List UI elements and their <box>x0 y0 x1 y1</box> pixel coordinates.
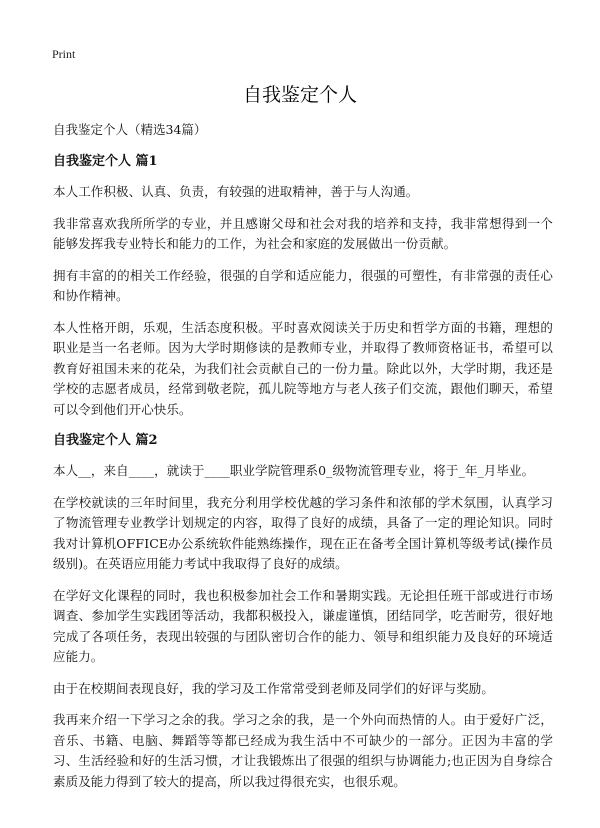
print-link[interactable]: Print <box>52 47 76 61</box>
paragraph: 本人性格开朗，乐观，生活态度积极。平时喜欢阅读关于历史和哲学方面的书籍，理想的职业是当一名老师。因为大学时期修读的是教师专业，并取得了教师资格证书，希望可以教育好祖国未来的花朵，为我们社会贡献自己的一份力量。除此以外，大学时期，我还是学校的志愿者成员，经常到敬老院，孤儿院等地方与老人孩子们交流，跟他们聊天，希望可以令到他们开心快乐。 <box>53 319 553 417</box>
section-heading: 自我鉴定个人 篇2 <box>53 433 158 448</box>
document-subtitle: 自我鉴定个人（精选34篇） <box>53 122 207 137</box>
paragraph: 本人工作积极、认真、负责，有较强的进取精神，善于与人沟通。 <box>53 184 419 199</box>
page-title: 自我鉴定个人 <box>242 84 357 106</box>
paragraph: 我非常喜欢我所所学的专业，并且感谢父母和社会对我的培养和支持，我非常想得到一个能够发挥我专业特长和能力的工作，为社会和家庭的发展做出一份贡献。 <box>53 215 553 251</box>
paragraph: 拥有丰富的的相关工作经验，很强的自学和适应能力，很强的可塑性，有非常强的责任心和协作精神。 <box>53 267 553 303</box>
section-heading: 自我鉴定个人 篇1 <box>53 154 158 169</box>
section-2 <box>53 431 553 792</box>
document-body <box>53 120 553 803</box>
paragraph: 我再来介绍一下学习之余的我。学习之余的我，是一个外向而热情的人。由于爱好广泛，音乐、书籍、电脑、舞蹈等等都已经成为我生活中不可缺少的一部分。正因为丰富的学习、生活经验和好的生活习惯，才让我锻炼出了很强的组织与协调能力;也正因为自身综合素质及能力得到了较大的提高，所以我过得很充实，也很乐观。 <box>53 712 553 789</box>
paragraph: 本人__，来自____，就读于____职业学院管理系0_级物流管理专业，将于_年_月毕业。 <box>53 463 535 478</box>
section-1 <box>53 152 553 420</box>
paragraph: 在学校就读的三年时间里，我充分利用学校优越的学习条件和浓郁的学术氛围，认真学习了物流管理专业教学计划规定的内容，取得了良好的成绩，具备了一定的理论知识。同时我对计算机OFFICE办公系统软件能熟练操作，现在正在备考全国计算机等级考试(操作员级别)。在英语应用能力考试中我取得了良好的成绩。 <box>53 494 553 571</box>
paragraph: 由于在校期间表现良好，我的学习及工作常常受到老师及同学们的好评与奖励。 <box>53 680 495 696</box>
paragraph: 在学好文化课程的同时，我也积极参加社会工作和暑期实践。无论担任班干部或进行市场调查、参加学生实践团等活动，我都积极投入，谦虚谨慎，团结同学，吃苦耐劳，很好地完成了各项任务，表现出较强的与团队密切合作的能力、领导和组织能力及良好的环境适应能力。 <box>53 587 553 664</box>
